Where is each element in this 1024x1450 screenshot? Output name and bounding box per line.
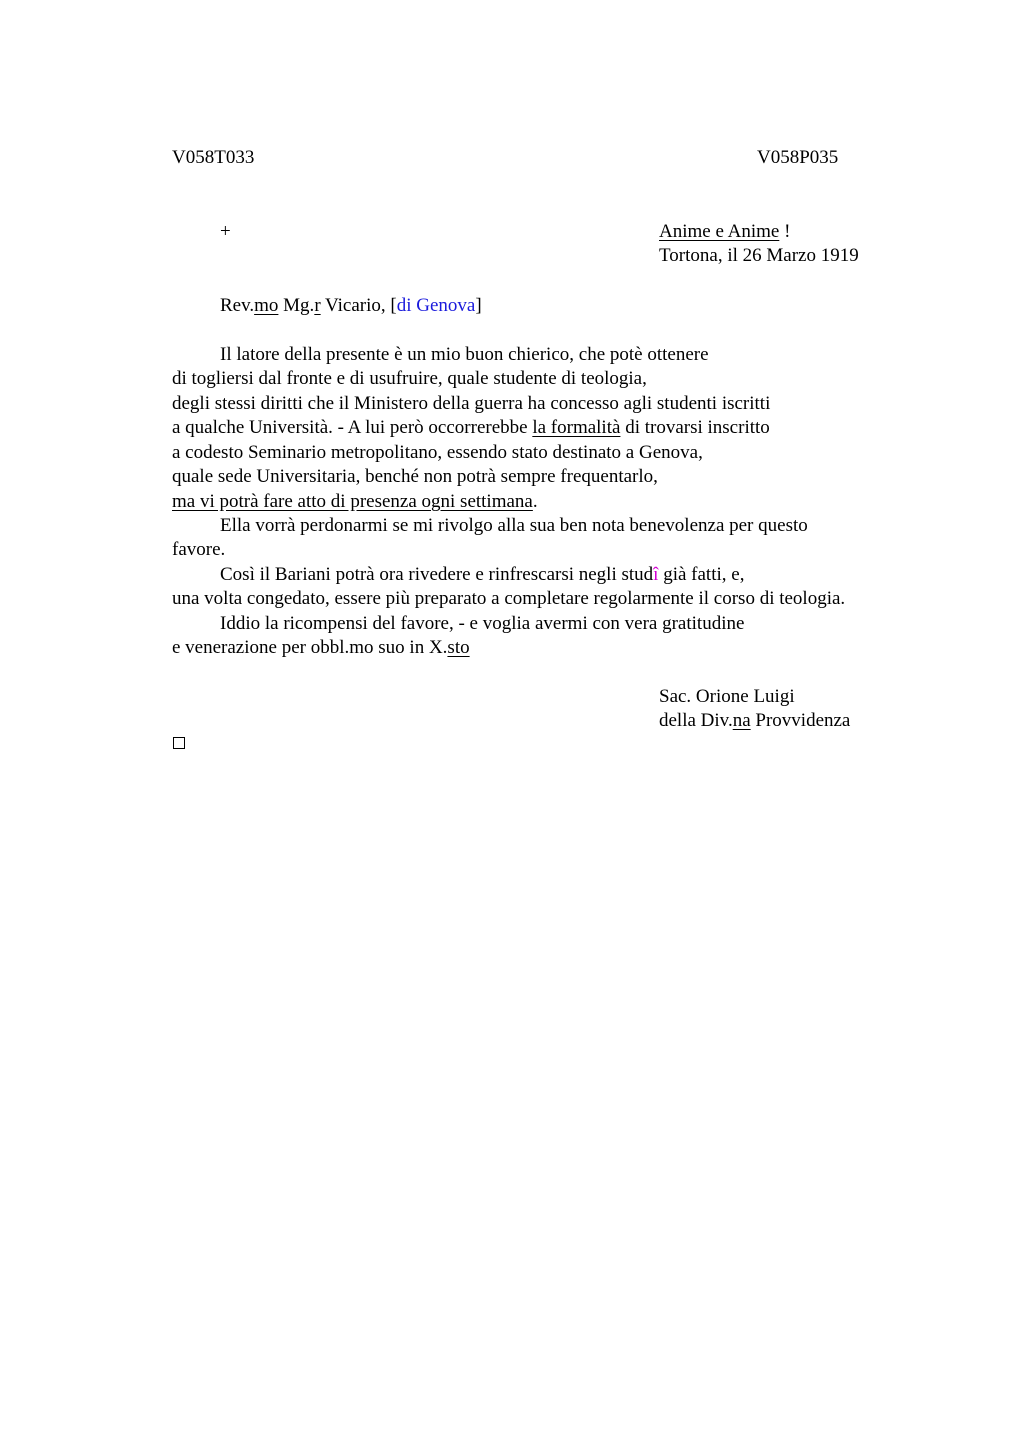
salutation-part: ] [475, 295, 482, 316]
salutation-superscript: mo [254, 295, 279, 316]
accent-mark: î [653, 564, 659, 585]
document-code-right: V058P035 [757, 147, 839, 168]
motto-text: Anime e Anime [659, 221, 780, 242]
body-line: di togliersi dal fronte e di usufruire, quale studente di teologia, [172, 368, 647, 389]
underlined-text: ma vi potrà fare atto di presenza ogni settimana [172, 491, 533, 512]
body-line [172, 636, 470, 660]
body-line: degli stessi diritti che il Ministero della guerra ha concesso agli studenti iscritti [172, 393, 771, 414]
body-text: . [532, 491, 538, 512]
end-marker-box [173, 737, 185, 749]
body-line: a codesto Seminario metropolitano, essendo stato destinato a Genova, [172, 442, 703, 463]
body-line: quale sede Universitaria, benché non potrà sempre frequentarlo, [172, 466, 658, 487]
editorial-insertion: di Genova [396, 295, 476, 316]
body-line [172, 490, 538, 514]
salutation-part: Vicario, [ [320, 295, 397, 316]
body-line: favore. [172, 539, 226, 560]
signature-superscript: na [732, 710, 751, 731]
salutation-part: Rev. [220, 295, 255, 316]
document-code-left: V058T033 [172, 147, 255, 168]
date-line: Tortona, il 26 Marzo 1919 [659, 245, 859, 266]
body-line: una volta congedato, essere più preparato a completare regolarmente il corso di teologia. [172, 588, 846, 609]
underlined-text: sto [447, 637, 470, 658]
body-line: Il latore della presente è un mio buon chierico, che potè ottenere [220, 344, 709, 365]
body-text: Così il Bariani potrà ora rivedere e rinfrescarsi negli stud [220, 564, 654, 585]
salutation-superscript: r [314, 295, 321, 316]
body-text: a qualche Università. - A lui però occorrerebbe [172, 417, 533, 438]
signature-name: Sac. Orione Luigi [659, 686, 795, 707]
body-line [220, 563, 744, 587]
body-line: Iddio la ricompensi del favore, - e voglia avermi con vera gratitudine [220, 613, 745, 634]
body-text: già fatti, e, [658, 564, 745, 585]
salutation [220, 294, 482, 318]
body-line [172, 416, 770, 440]
signature-title [659, 709, 850, 733]
body-text: e venerazione per obbl.mo suo in X. [172, 637, 448, 658]
body-text: di trovarsi inscritto [620, 417, 770, 438]
motto-line [659, 220, 790, 244]
body-line: Ella vorrà perdonarmi se mi rivolgo alla sua ben nota benevolenza per questo [220, 515, 808, 536]
signature-text: Provvidenza [750, 710, 851, 731]
signature-text: della Div. [659, 710, 733, 731]
motto-tail: ! [779, 221, 791, 242]
salutation-part: Mg. [278, 295, 315, 316]
cross-mark: + [220, 221, 231, 242]
underlined-text: la formalità [532, 417, 621, 438]
